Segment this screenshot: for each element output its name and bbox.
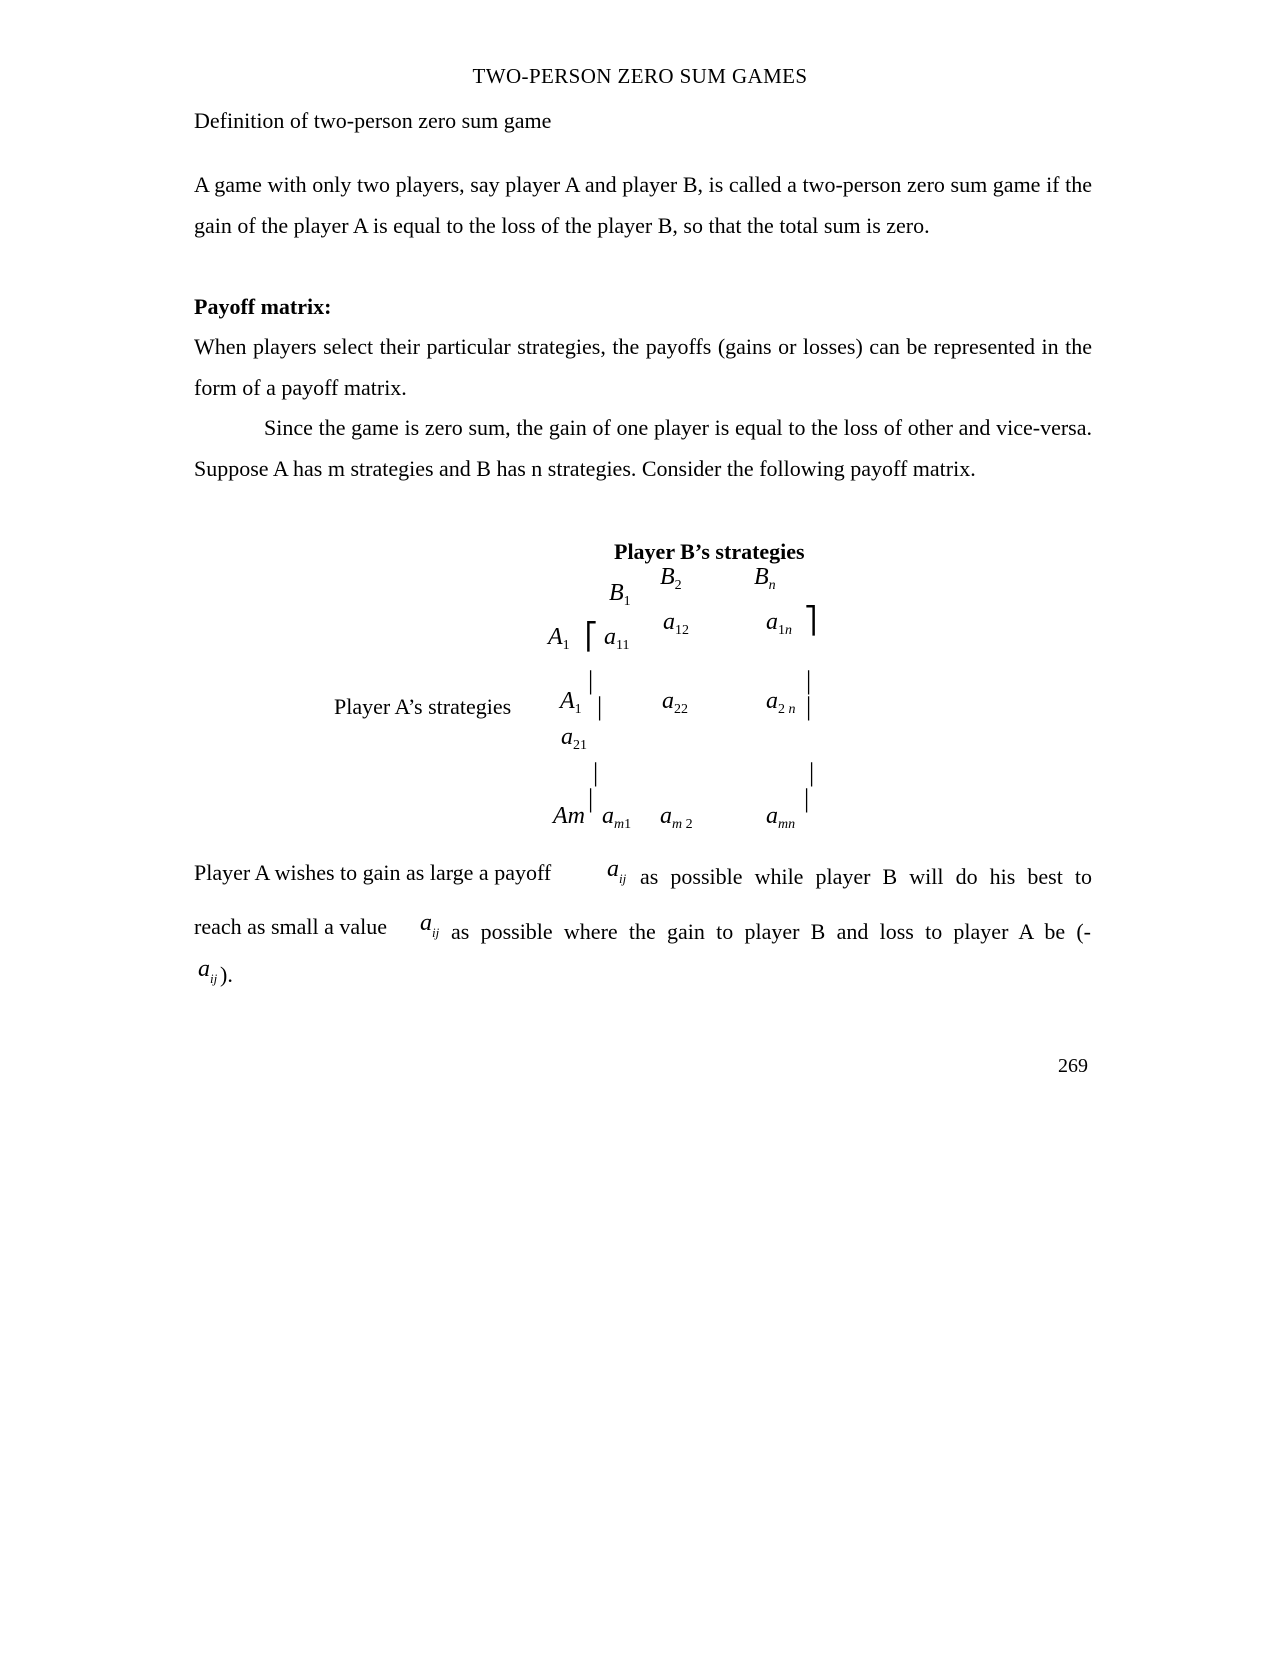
definition-heading: Definition of two-person zero sum game — [194, 108, 552, 133]
bracket-right: | — [809, 758, 815, 787]
bracket-top-left: ⎡ — [585, 622, 598, 651]
closing-line-3: ). — [220, 962, 233, 987]
bracket-left: | — [597, 692, 603, 721]
closing-line-1-end: as possible while player B will do his best to — [640, 864, 1092, 889]
cell-am1: $a_{m1}$ — [602, 803, 632, 832]
bracket-bottom-right: | — [804, 784, 810, 813]
closing-line-2-start: reach as small a value — [194, 914, 388, 939]
cell-a21: $a_{21}$ — [561, 724, 587, 753]
row-axis-label: Player A’s strategies — [334, 694, 512, 719]
matrix-title: Player B’s strategies — [614, 539, 805, 564]
payoff-heading: Payoff matrix: — [194, 294, 332, 319]
cell-a2n: $a_{2 n}$ — [766, 688, 796, 717]
payoff-paragraph: When players select their particular strategies, the payoffs (gains or losses) can be represented in the form of a payoff matrix. — [194, 334, 1092, 400]
bracket-left: | — [588, 666, 594, 695]
aij-symbol: $a_{ij}$ — [607, 856, 627, 886]
row-label-am: Am — [553, 803, 585, 829]
cell-amn: $a_{mn}$ — [766, 803, 796, 832]
col-header-b2: $B_2$ — [660, 564, 682, 593]
aij-symbol: $a_{ij}$ — [198, 956, 218, 986]
cell-a22: $a_{22}$ — [662, 688, 688, 717]
closing-line-1-start: Player A wishes to gain as large a payoff — [194, 860, 552, 885]
col-header-b1: $B_1$ — [609, 580, 631, 609]
bracket-bottom-left: | — [588, 784, 594, 813]
bracket-left: | — [593, 758, 599, 787]
row-label-a2: $A_1$ — [560, 688, 582, 717]
bracket-right: | — [806, 666, 812, 695]
page-header: TWO-PERSON ZERO SUM GAMES — [472, 64, 808, 88]
since-paragraph: Since the game is zero sum, the gain of one player is equal to the loss of other and vice-versa. Suppose A has m strategies and B has n strategies. Consider the following payoff matrix. — [194, 415, 1092, 481]
cell-a12: $a_{12}$ — [663, 609, 689, 638]
col-header-bn: $B_n$ — [754, 564, 776, 593]
closing-line-2-end: as possible where the gain to player B and loss to player A be (- — [451, 919, 1091, 944]
row-label-a1: $A_1$ — [548, 624, 570, 653]
bracket-top-right: ⎤ — [804, 606, 817, 635]
cell-am2: $a_{m 2}$ — [660, 803, 693, 832]
definition-paragraph: A game with only two players, say player A and player B, is called a two-person zero sum game if the gain of the player A is equal to the loss of the player B, so that the total sum is zero. — [194, 172, 1092, 238]
page-number: 269 — [1058, 1055, 1088, 1077]
aij-symbol: $a_{ij}$ — [420, 910, 440, 940]
bracket-right: | — [806, 692, 812, 721]
cell-a11: $a_{11}$ — [604, 624, 630, 653]
cell-a1n: $a_{1n}$ — [766, 609, 792, 638]
